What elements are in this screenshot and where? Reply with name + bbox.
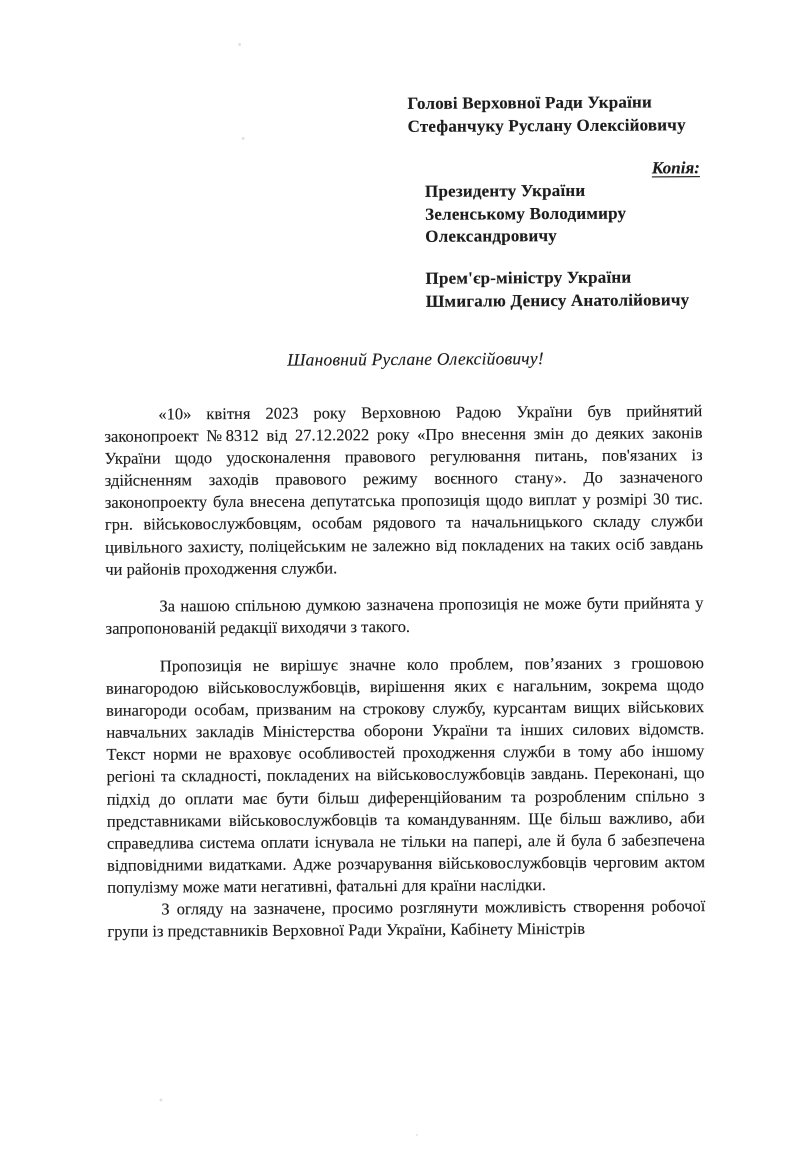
addressee-block	[407, 90, 717, 138]
copy-label	[408, 156, 700, 181]
scan-speck	[160, 1098, 163, 1101]
copy-recipient-president	[425, 179, 725, 248]
letter-body	[104, 400, 705, 943]
copy-recipient-line: Зеленському Володимиру	[425, 203, 627, 224]
copy-recipient-line: Президенту України	[424, 180, 586, 201]
scan-speck	[238, 43, 241, 46]
scan-speck	[242, 137, 245, 140]
body-paragraph: «10» квітня 2023 року Верховною Радою України був прийнятий законопроект №8312 від 27.12.2022 року «Про внесення змін до деяких законів України щодо удосконалення правового регулювання питань, пов'язаних із здійсненням заходів правового режиму воєнного стану». До зазначеного законопроекту була внесена депутатська пропозиція щодо виплат у розмірі 30 тис. грн. військовослужбовцям, особам рядового та начальницького складу служби цивільного захисту, поліцейським не залежно від покладених на таких осіб завдань чи районів проходження служби.	[104, 401, 704, 579]
body-paragraph: За нашою спільною думкою зазначена пропозиція не може бути прийнята у запропонованій редакції виходячи з такого.	[105, 592, 704, 638]
copy-recipient-line: Олександровичу	[425, 226, 558, 246]
addressee-line: Стефанчуку Руслану Олексійовичу	[407, 115, 686, 136]
body-paragraph: З огляду на зазначене, просимо розглянути можливість створення робочої групи із представників Верховної Ради України, Кабінету Міністрів	[107, 896, 706, 941]
salutation: Шановний Руслане Олексійовичу!	[287, 348, 544, 370]
copy-recipient-line: Прем'єр-міністру України	[425, 267, 632, 288]
copy-recipient-line: Шмигалю Денису Анатолійовичу	[425, 289, 690, 311]
addressee-line: Голові Верховної Ради України	[407, 92, 653, 113]
copy-label-text: Копія:	[651, 158, 700, 178]
body-paragraph: Пропозиція не вирішує значне коло проблем, пов’язаних з грошовою винагородою військовослужбовців, вирішення яких є нагальним, зокрема щодо винагороди особам, призваним на строкову службу, курсантам вищих військових навчальних закладів Міністерства оборони України та інших силових відомств. Текст норми не враховує особливостей проходження служби в тому або іншому регіоні та складності, покладених на військовослужбовців завдань. Переконані, що підхід до оплати має бути більш диференційованим та розробленим спільно з представниками військовослужбовців та командуванням. Ще більш важливо, аби справедлива система оплати існувала не тільки на папері, але й була б забезпечена відповідними видатками. Адже розчарування військовослужбовців черговим актом популізму може мати негативні, фатальні для країни наслідки.	[105, 653, 706, 897]
scan-speck	[416, 1134, 418, 1136]
copy-recipient-prime-minister	[425, 266, 725, 313]
